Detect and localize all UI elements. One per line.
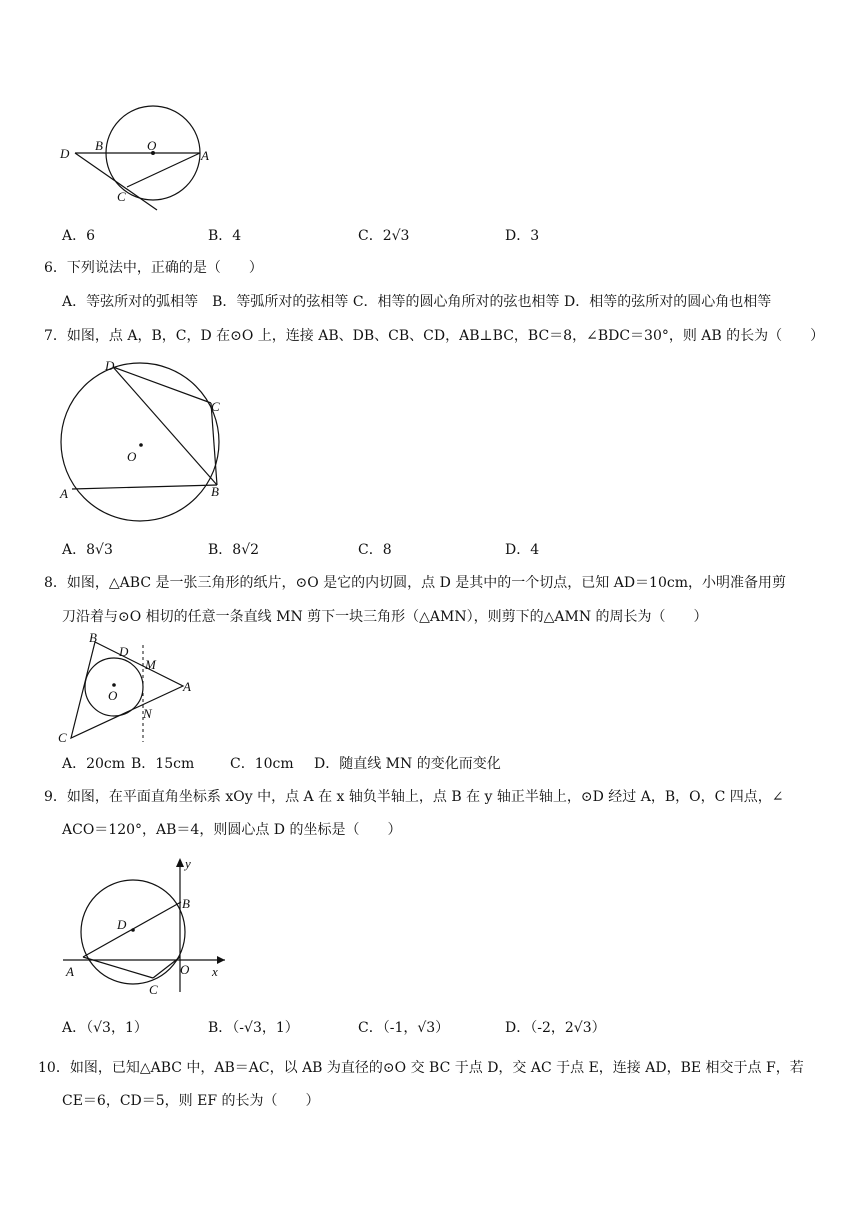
q7-stem: 7．如图，点 A，B，C，D 在⊙O 上，连接 AB、DB、CB、CD，AB⊥BC，BC＝8，∠BDC＝30°，则 AB 的长为（ ）: [44, 328, 825, 344]
q9-stem-line1: 9．如图，在平面直角坐标系 xOy 中，点 A 在 x 轴负半轴上，点 B 在 y 轴正半轴上，⊙D 经过 A，B，O，C 四点，∠: [44, 789, 784, 805]
fig7-label-C: C: [211, 399, 220, 414]
q5-option-c: C．2√3: [358, 228, 410, 244]
fig8-label-D: D: [119, 644, 129, 659]
fig8-label-A: A: [183, 679, 191, 694]
fig8-label-C: C: [58, 730, 67, 745]
fig9-label-B: B: [182, 896, 190, 911]
q5-option-d: D．3: [505, 228, 540, 244]
fig9-label-O: O: [180, 962, 190, 977]
fig5-label-C: C: [117, 189, 126, 204]
q7-option-d: D．4: [505, 542, 540, 558]
fig9-label-D: D: [117, 917, 127, 932]
q5-figure: [55, 105, 225, 215]
fig5-label-A: A: [201, 148, 209, 163]
q8-option-b: B．15cm: [131, 756, 195, 772]
q9-stem-line2: ACO＝120°，AB＝4，则圆心点 D 的坐标是（ ）: [62, 822, 402, 838]
fig9-label-A: A: [66, 964, 74, 979]
fig7-label-B: B: [211, 484, 219, 499]
fig7-label-A: A: [60, 486, 68, 501]
fig9-label-y: y: [185, 856, 191, 871]
fig5-label-B: B: [95, 138, 103, 153]
q6-stem: 6．下列说法中，正确的是（ ）: [44, 260, 263, 276]
q9-option-b: B．（-√3，1）: [208, 1020, 299, 1036]
fig5-label-D: D: [60, 146, 70, 161]
q8-option-c: C．10cm: [230, 756, 294, 772]
q10-stem-line2: CE＝6，CD＝5，则 EF 的长为（ ）: [62, 1093, 320, 1109]
fig9-label-x: x: [212, 964, 218, 979]
q8-figure: [55, 630, 205, 745]
q5-option-b: B．4: [208, 228, 242, 244]
q10-stem-line1: 10．如图，已知△ABC 中，AB＝AC，以 AB 为直径的⊙O 交 BC 于点 D，交 AC 于点 E，连接 AD，BE 相交于点 F，若: [38, 1060, 804, 1076]
q8-stem-line1: 8．如图，△ABC 是一张三角形的纸片，⊙O 是它的内切圆，点 D 是其中的一个切点，已知 AD＝10cm，小明准备用剪: [44, 575, 786, 591]
fig8-label-O: O: [108, 688, 118, 703]
q8-option-a: A．20cm: [62, 756, 126, 772]
q9-option-c: C．（-1，√3）: [358, 1020, 450, 1036]
q7-option-c: C．8: [358, 542, 392, 558]
fig8-label-N: N: [143, 706, 152, 721]
fig7-label-D: D: [105, 358, 115, 373]
q7-option-b: B．8√2: [208, 542, 260, 558]
q7-figure: [55, 355, 235, 525]
q6-options: A．等弦所对的弧相等 B．等弧所对的弦相等 C．相等的圆心角所对的弦也相等 D．相等的弦所对的圆心角也相等: [62, 294, 772, 310]
q9-option-d: D．（-2，2√3）: [505, 1020, 606, 1036]
fig5-label-O: O: [147, 138, 157, 153]
q7-option-a: A．8√3: [62, 542, 113, 558]
q8-stem-line2: 刀沿着与⊙O 相切的任意一条直线 MN 剪下一块三角形（△AMN），则剪下的△AMN 的周长为（ ）: [62, 609, 708, 625]
fig8-label-M: M: [145, 657, 156, 672]
fig7-label-O: O: [127, 449, 137, 464]
q9-option-a: A．（√3，1）: [62, 1020, 148, 1036]
q9-figure: [55, 852, 235, 1002]
q8-option-d: D．随直线 MN 的变化而变化: [314, 756, 501, 772]
q5-option-a: A．6: [62, 228, 96, 244]
fig8-label-B: B: [89, 630, 97, 645]
fig9-label-C: C: [149, 982, 158, 997]
